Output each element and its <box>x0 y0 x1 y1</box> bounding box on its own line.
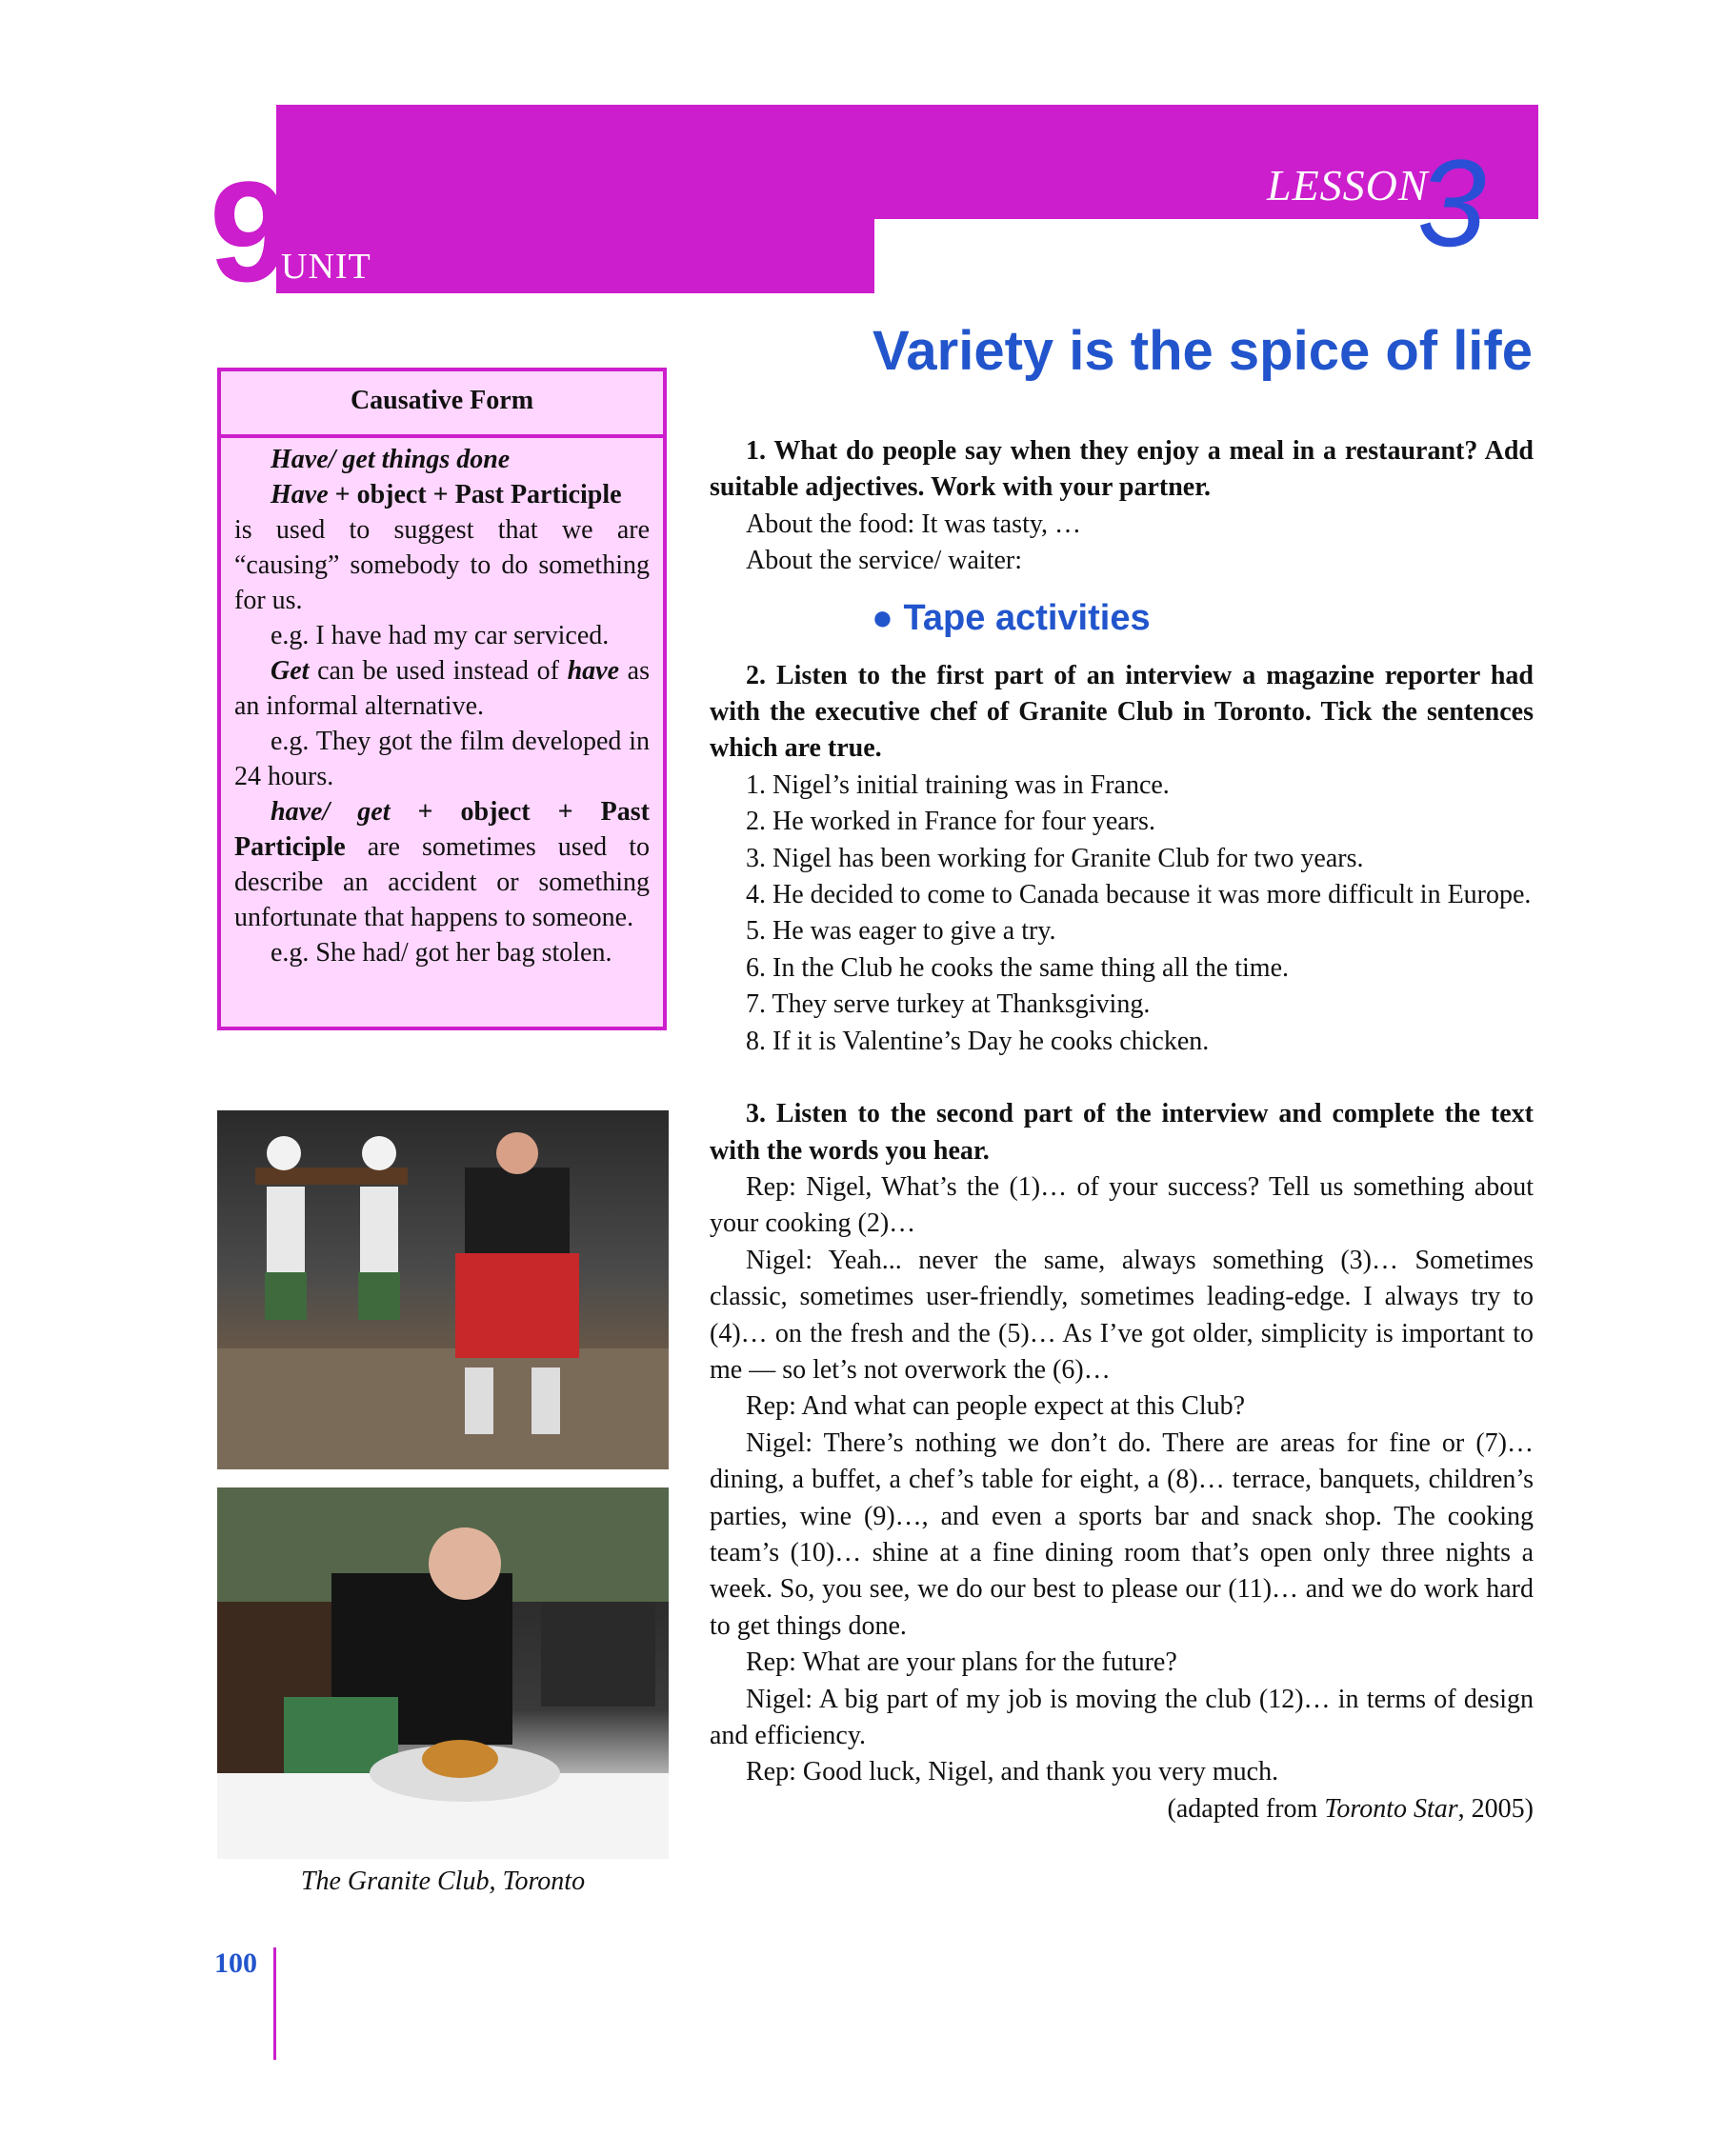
list-item: 5. He was eager to give a try. <box>746 916 1056 947</box>
list-item: 2. He worked in France for four years. <box>746 807 1155 837</box>
photo-caption: The Granite Club, Toronto <box>300 1867 586 1896</box>
grammar-example-3: e.g. She had/ got her bag stolen. <box>271 938 612 968</box>
grammar-example-1: e.g. I have had my car serviced. <box>271 621 610 650</box>
unit-label: UNIT <box>281 247 371 287</box>
photo-chef-carving <box>217 1487 669 1859</box>
list-item: 4. He decided to come to Canada because it was more difficult in Europe. <box>746 880 1532 910</box>
dialogue-line: Nigel: A big part of my job is moving the club (12)… in terms of design and efficiency. <box>710 1684 1534 1750</box>
grammar-example-2: e.g. They got the film developed in 24 hours. <box>234 727 650 791</box>
exercise-2-prompt: 2. Listen to the first part of an interview a magazine reporter had with the executive chef of Granite Club in Toronto. Tick the sentences which are true. <box>710 660 1534 764</box>
lesson-label: LESSON <box>1267 161 1429 210</box>
list-item: 8. If it is Valentine’s Day he cooks chicken. <box>746 1026 1210 1056</box>
grammar-box-body <box>221 438 663 970</box>
dialogue-line: Rep: And what can people expect at this Club? <box>746 1391 1246 1422</box>
unit-number: 9 <box>210 151 290 311</box>
grammar-formula: + object + Past Participle <box>328 480 622 509</box>
list-item: 7. They serve turkey at Thanksgiving. <box>746 989 1151 1020</box>
grammar-rule-title: Have/ get things done <box>271 445 511 474</box>
grammar-explanation: is used to suggest that we are “causing” somebody to do something for us. <box>234 515 650 615</box>
grammar-have-word: have <box>567 656 620 686</box>
exercise-1-service: About the service/ waiter: <box>746 546 1023 576</box>
dialogue-line: Rep: Nigel, What’s the (1)… of your success? Tell us something about your cooking (2)… <box>710 1171 1534 1239</box>
photo-bagpipe-procession <box>217 1110 669 1469</box>
lesson-number: 3 <box>1417 133 1487 272</box>
dialogue-line: Rep: Good luck, Nigel, and thank you very much. <box>746 1757 1279 1787</box>
source-year: , 2005) <box>1457 1793 1534 1824</box>
dialogue-line: Nigel: There’s nothing we don’t do. There are areas for fine or (7)… dining, a buffet, a chef’s table for eight, a (8)… terrace, banquets, children’s parties, wine (9)…, and even a sports bar and snack shop. The cooking team’s (10)… shine at a fine dining room that’s open only three nights a week. So, you see, we do our best to please our (11)… and we do work hard to get things done. <box>710 1427 1534 1641</box>
list-item: 3. Nigel has been working for Granite Club for two years. <box>746 843 1364 873</box>
grammar-accident-text: are sometimes used to describe an accident or something unfortunate that happens to someone. <box>234 832 650 932</box>
dialogue-line: Nigel: Yeah... never the same, always something (3)… Sometimes classic, sometimes user-friendly, sometimes leading-edge. I always try to (4)… on the fresh and the (5)… As I’ve got older, simplicity is important to me — so let’s not overwork the (6)… <box>710 1245 1534 1385</box>
photo-procession-illustration <box>217 1110 669 1469</box>
grammar-get: Get <box>271 656 310 686</box>
source-prefix: (adapted from <box>1167 1793 1325 1824</box>
source-publication: Toronto Star <box>1324 1793 1458 1824</box>
grammar-get-text-end: as an informal alternative. <box>234 656 650 721</box>
dialogue-line: Rep: What are your plans for the future? <box>746 1647 1177 1678</box>
page-number-rule <box>273 1947 276 2060</box>
grammar-have: Have <box>271 480 329 509</box>
grammar-get-text: can be used instead of <box>309 656 568 686</box>
grammar-box-heading: Causative Form <box>221 371 663 438</box>
page-number: 100 <box>214 1947 257 1979</box>
photo-chef-illustration <box>217 1487 669 1859</box>
tape-activities-heading: ● Tape activities <box>872 597 1151 638</box>
list-item: 1. Nigel’s initial training was in France. <box>746 769 1170 800</box>
grammar-have-get: have/ get <box>271 797 391 827</box>
list-item: 6. In the Club he cooks the same thing all the time. <box>746 952 1289 983</box>
exercise-column <box>710 433 1534 1827</box>
exercise-1-prompt: 1. What do people say when they enjoy a meal in a restaurant? Add suitable adjectives. Work with your partner. <box>710 436 1534 503</box>
grammar-box <box>217 368 667 1030</box>
exercise-3-prompt: 3. Listen to the second part of the interview and complete the text with the words you hear. <box>710 1099 1534 1166</box>
grammar-formula-2: + object + Past Participle <box>234 797 650 862</box>
spacer <box>710 1060 1534 1096</box>
page-title: Variety is the spice of life <box>872 320 1533 382</box>
source-citation <box>710 1791 1534 1827</box>
exercise-1-food: About the food: It was tasty, … <box>746 509 1082 539</box>
